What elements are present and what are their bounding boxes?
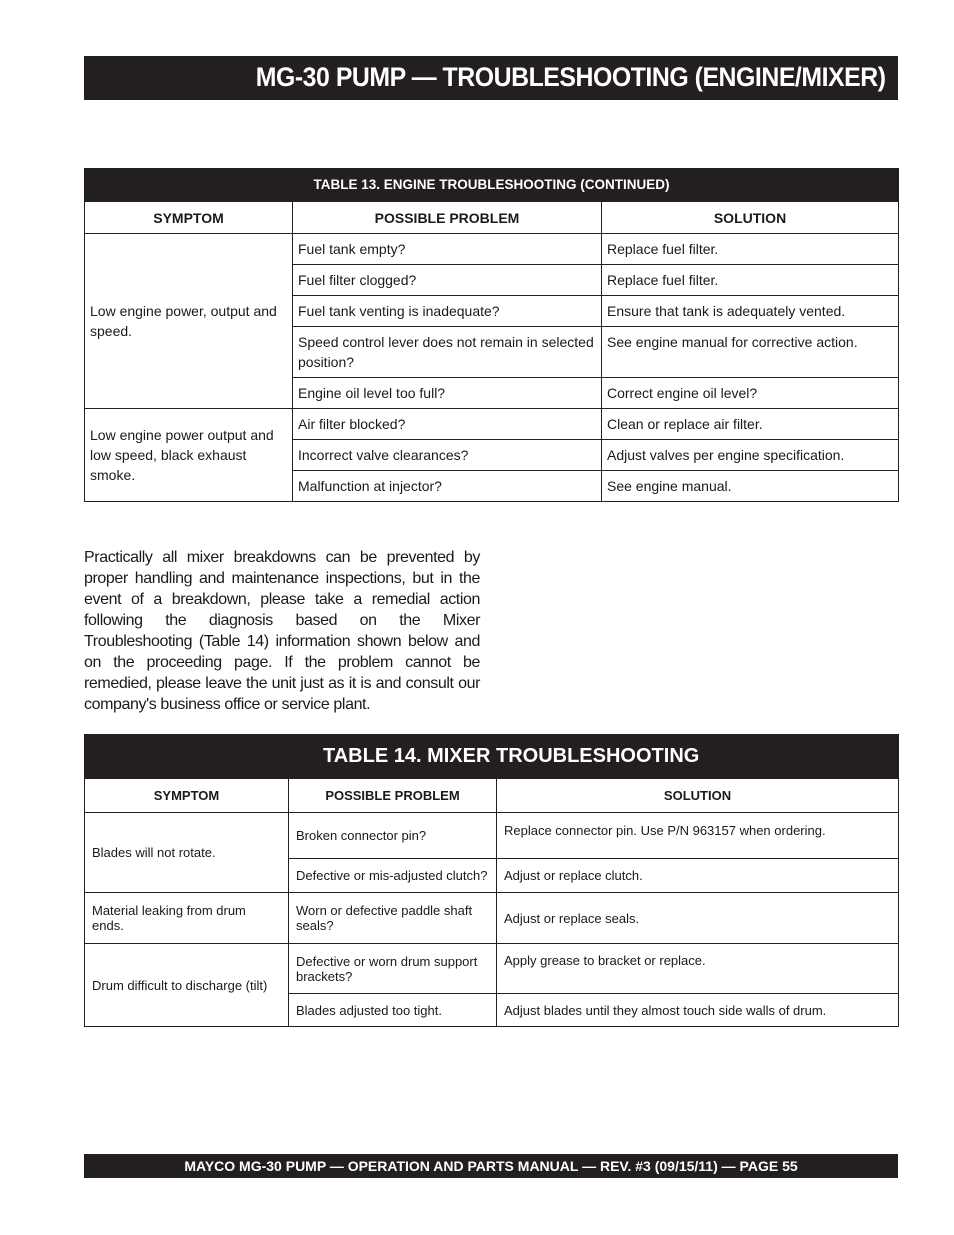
table-caption: TABLE 14. MIXER TROUBLESHOOTING — [85, 735, 899, 779]
solution-cell: See engine manual. — [602, 471, 899, 502]
solution-cell: Ensure that tank is adequately vented. — [602, 296, 899, 327]
solution-cell: Replace fuel filter. — [602, 234, 899, 265]
column-header-symptom: SYMPTOM — [85, 202, 293, 234]
column-header-solution: SOLUTION — [497, 779, 899, 813]
column-header-symptom: SYMPTOM — [85, 779, 289, 813]
symptom-cell: Material leaking from drum ends. — [85, 893, 289, 944]
solution-cell: Adjust blades until they almost touch side walls of drum. — [497, 994, 899, 1027]
problem-cell: Blades adjusted too tight. — [289, 994, 497, 1027]
solution-cell: See engine manual for corrective action. — [602, 327, 899, 378]
table-row — [85, 813, 899, 859]
problem-cell: Malfunction at injector? — [293, 471, 602, 502]
mixer-troubleshooting-table — [84, 734, 899, 1027]
table-row — [85, 893, 899, 944]
table-caption: TABLE 13. ENGINE TROUBLESHOOTING (CONTINUED) — [85, 169, 899, 202]
solution-cell: Replace fuel filter. — [602, 265, 899, 296]
solution-cell: Adjust valves per engine specification. — [602, 440, 899, 471]
solution-cell: Adjust or replace clutch. — [497, 859, 899, 893]
column-header-problem: POSSIBLE PROBLEM — [289, 779, 497, 813]
solution-cell: Clean or replace air filter. — [602, 409, 899, 440]
solution-cell: Adjust or replace seals. — [497, 893, 899, 944]
table-row — [85, 234, 899, 265]
symptom-cell: Drum difficult to discharge (tilt) — [85, 944, 289, 1027]
page-title: MG-30 PUMP — TROUBLESHOOTING (ENGINE/MIXER) — [256, 62, 886, 92]
problem-cell: Fuel tank venting is inadequate? — [293, 296, 602, 327]
problem-cell: Incorrect valve clearances? — [293, 440, 602, 471]
problem-cell: Engine oil level too full? — [293, 378, 602, 409]
solution-cell: Correct engine oil level? — [602, 378, 899, 409]
solution-cell: Apply grease to bracket or replace. — [497, 944, 899, 994]
solution-cell: Replace connector pin. Use P/N 963157 when ordering. — [497, 813, 899, 859]
problem-cell: Fuel tank empty? — [293, 234, 602, 265]
engine-troubleshooting-table — [84, 168, 899, 502]
problem-cell: Broken connector pin? — [289, 813, 497, 859]
symptom-cell: Blades will not rotate. — [85, 813, 289, 893]
problem-cell: Defective or worn drum support brackets? — [289, 944, 497, 994]
symptom-cell: Low engine power output and low speed, black exhaust smoke. — [85, 409, 293, 502]
column-header-solution: SOLUTION — [602, 202, 899, 234]
column-header-problem: POSSIBLE PROBLEM — [293, 202, 602, 234]
problem-cell: Fuel filter clogged? — [293, 265, 602, 296]
intro-paragraph: Practically all mixer breakdowns can be prevented by proper handling and maintenance inspections, but in the event of a breakdown, please take a remedial action following the diagnosis based on the Mixer Troubleshooting (Table 14) information shown below and on the proceeding page. If the problem cannot be remedied, please leave the unit just as it is and consult our company's business office or service plant. — [84, 549, 480, 713]
problem-cell: Speed control lever does not remain in selected position? — [293, 327, 602, 378]
symptom-cell: Low engine power, output and speed. — [85, 234, 293, 409]
table-row — [85, 409, 899, 440]
problem-cell: Air filter blocked? — [293, 409, 602, 440]
table-row — [85, 944, 899, 994]
page-header — [84, 56, 898, 100]
page-footer: MAYCO MG-30 PUMP — OPERATION AND PARTS MANUAL — REV. #3 (09/15/11) — PAGE 55 — [84, 1154, 898, 1178]
problem-cell: Worn or defective paddle shaft seals? — [289, 893, 497, 944]
problem-cell: Defective or mis-adjusted clutch? — [289, 859, 497, 893]
